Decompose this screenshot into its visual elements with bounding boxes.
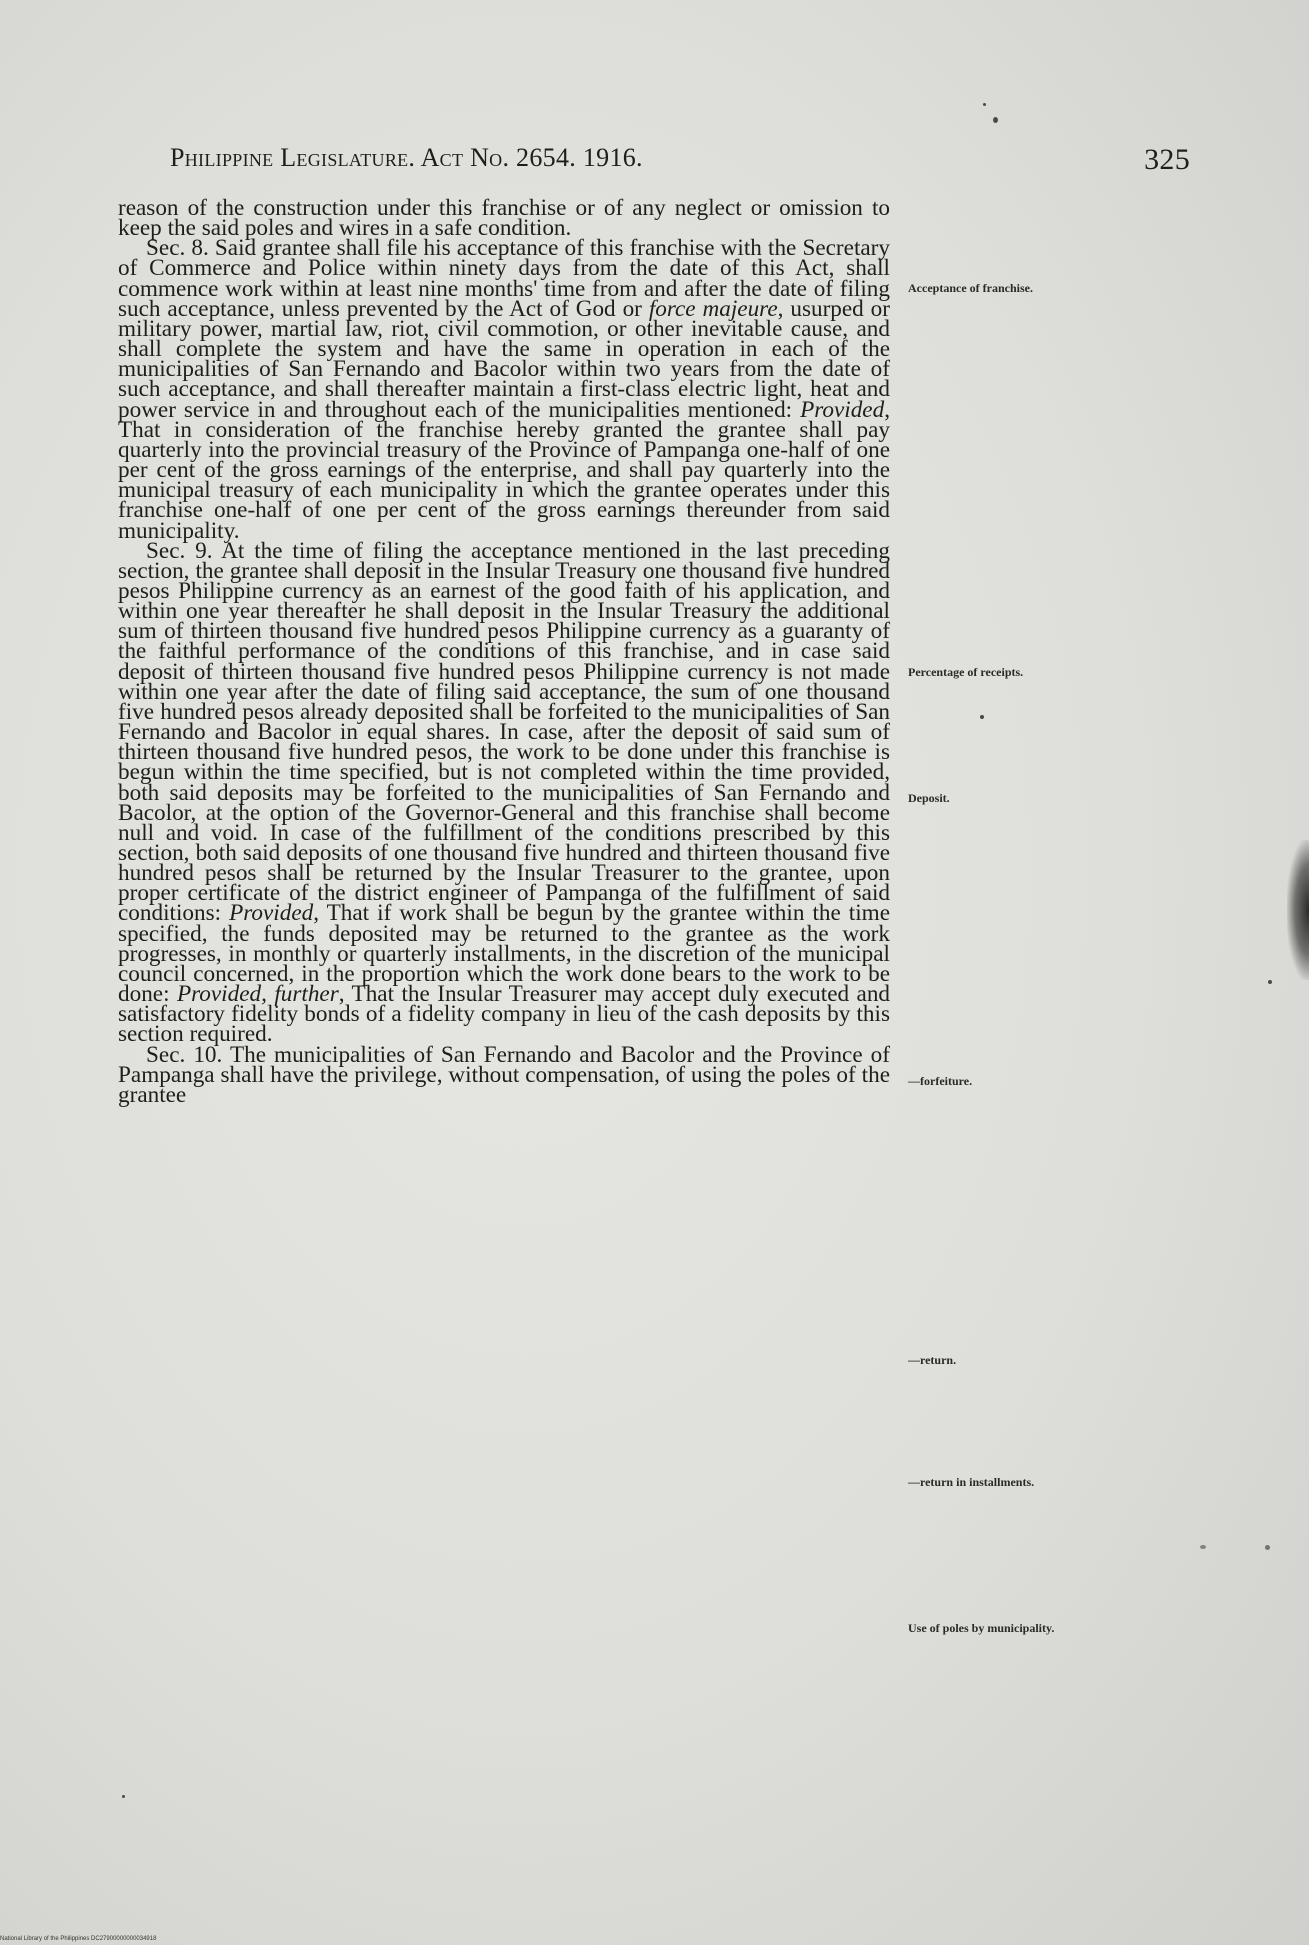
section-8 (118, 235, 890, 544)
scan-credit-footer: National Library of the Philippines DC27900000000034918 (0, 1936, 157, 1942)
margin-note-return-installments: —return in installments. (908, 1475, 1035, 1489)
margin-note-use-of-poles: Use of poles by municipality. (908, 1621, 1055, 1635)
scan-speck (122, 1795, 125, 1798)
paragraph-text: reason of the construction under this franchise or of any neglect or omission to keep the said poles and wires in a safe condition. (118, 195, 890, 242)
margin-note-acceptance: Acceptance of franchise. (908, 281, 1033, 295)
section-9-text-part: , That if work shall be begun by the grantee within the time specified, the funds deposited may be returned to the grantee as the work progresses, in monthly or quarterly installments, in the discretion of the municipal council concerned, in the proportion which the work done bears to the work to be done: (118, 900, 890, 1008)
section-8-text-part: , usurped or military power, martial law, riot, civil commotion, or other inevitable cause, and shall complete the system and have the same in operation in each of the municipalities of San Fernando and Bacolor within two years from the date of such acceptance, and shall thereafter maintain a first-class electric light, heat and power service in and throughout each of the municipalities mentioned: (118, 295, 890, 423)
scan-speck (1200, 1545, 1206, 1549)
scan-speck (993, 117, 998, 123)
margin-note-return: —return. (908, 1353, 957, 1367)
scan-speck (1268, 980, 1272, 984)
section-8-text-part: , That in consideration of the franchise hereby granted the grantee shall pay quarterly into the provincial treasury of the Province of Pampanga one-half of one per cent of the gross earnings of the enterprise, and shall pay quarterly into the municipal treasury of each municipality in which the grantee operates under this franchise one-half of one per cent of the gross earnings thereunder from said municipality. (118, 396, 890, 544)
margin-notes (908, 0, 1108, 1945)
scan-speck (1265, 1545, 1270, 1550)
section-10 (118, 1041, 890, 1108)
margin-note-forfeiture: —forfeiture. (908, 1074, 973, 1088)
running-head: Philippine Legislature. Act No. 2654. 1916. (170, 143, 643, 172)
scan-speck (983, 103, 986, 106)
page-number: 325 (1144, 143, 1190, 176)
section-9-text-part: Sec. 9. At the time of filing the acceptance mentioned in the last preceding section, the grantee shall deposit in the Insular Treasury one thousand five hundred pesos Philippine currency as an earnest of the good faith of his application, and within one year thereafter he shall deposit in the Insular Treasury the additional sum of thirteen thousand five hundred pesos Philippine currency as a guaranty of the faithful performance of the conditions of this franchise, and in case said deposit of thirteen thousand five hundred pesos Philippine currency is not made within one year after the date of filing said acceptance, the sum of one thousand five hundred pesos already deposited shall be forfeited to the municipalities of San Fernando and Bacolor in equal shares. In case, after the deposit of said sum of thirteen thousand five hundred pesos, the work to be done under this franchise is begun within the time specified, but is not completed within the time provided, both said deposits may be forfeited to the municipalities of San Fernando and Bacolor, at the option of the Governor-General and this franchise shall become null and void. In case of the fulfillment of the conditions prescribed by this section, both said deposits of one thousand five hundred and thirteen thousand five hundred pesos shall be returned by the Insular Treasurer to the grantee, upon proper certificate of the district engineer of Pampanga of the fulfillment of said conditions: (118, 537, 890, 927)
section-8-italic-term: force majeure (648, 295, 778, 322)
scan-speck (980, 715, 984, 719)
margin-note-percentage: Percentage of receipts. (908, 665, 1024, 679)
body-text (118, 195, 891, 1108)
section-10-text: Sec. 10. The municipalities of San Fernando and Bacolor and the Province of Pampanga shall have the privilege, without compensation, of using the poles of the grantee (118, 1041, 890, 1108)
margin-note-deposit: Deposit. (908, 791, 950, 805)
section-8-italic-term: Provided (800, 396, 885, 423)
paragraph-continuation (118, 195, 890, 242)
page-edge-shadow (1287, 840, 1309, 980)
section-8-text-part: Sec. 8. Said grantee shall file his acceptance of this franchise with the Secretary of Commerce and Police within ninety days from the date of this Act, shall commence work within at least nine months' time from and after the date of filing such acceptance, unless prevented by the Act of God or (118, 235, 890, 322)
section-9-text-part: , That the Insular Treasurer may accept duly executed and satisfactory fidelity bonds of a fidelity company in lieu of the cash deposits by this section required. (118, 981, 891, 1048)
section-9 (118, 537, 891, 1048)
section-9-italic-term: Provided (229, 900, 314, 927)
section-9-italic-term: Provided, further (176, 981, 339, 1008)
